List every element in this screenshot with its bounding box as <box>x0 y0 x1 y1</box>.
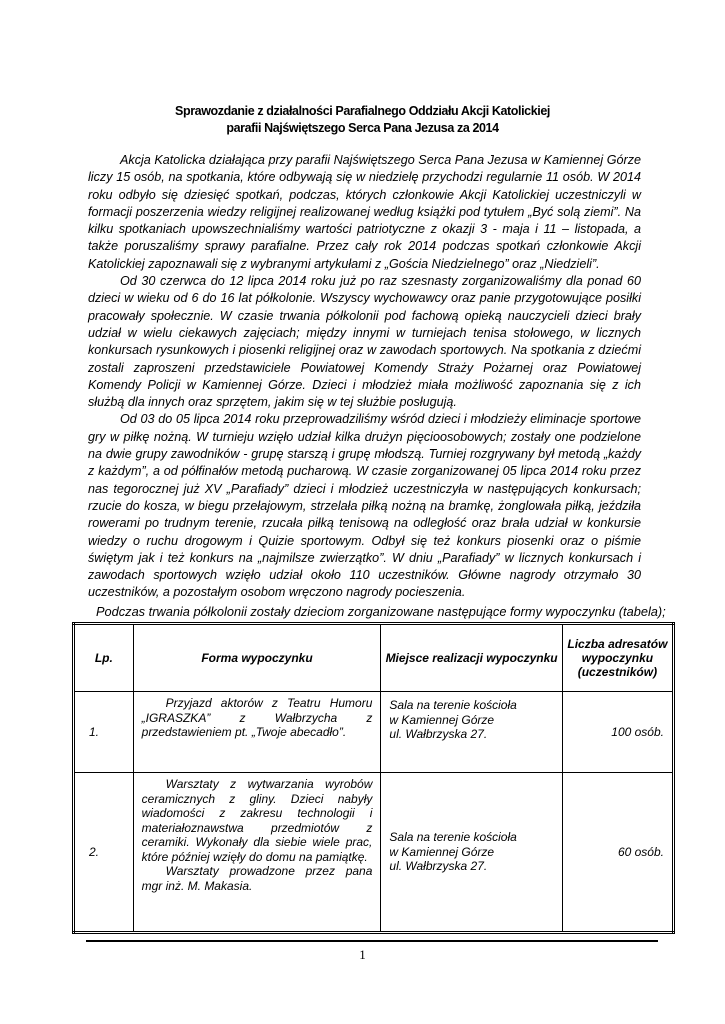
row-lp: 2. <box>74 773 134 933</box>
row-forma <box>133 773 381 933</box>
forma-text: Przyjazd aktorów z Teatru Humoru „IGRASZKA” z Wałbrzycha z przedstawieniem pt. „Twoje abecadło”. <box>141 696 373 739</box>
document-title-line-1: Sprawozdanie z działalności Parafialnego Oddziału Akcji Katolickiej <box>175 104 550 118</box>
footer-divider <box>86 940 658 942</box>
miejsce-line: Sala na terenie kościoła <box>389 698 517 712</box>
row-liczba: 60 osób. <box>562 773 673 933</box>
report-body <box>88 152 641 602</box>
row-liczba: 100 osób. <box>562 692 673 773</box>
row-lp: 1. <box>74 692 134 773</box>
table-row <box>74 692 674 773</box>
activities-table <box>72 622 675 934</box>
header-forma: Forma wypoczynku <box>133 624 381 692</box>
header-miejsce: Miejsce realizacji wypoczynku <box>381 624 562 692</box>
document-title-line-2: parafii Najświętszego Serca Pana Jezusa za 2014 <box>226 121 499 135</box>
paragraph-polkolonie: Od 30 czerwca do 12 lipca 2014 roku już po raz szesnasty zorganizowaliśmy dla ponad 60 dzieci w wieku od 6 do 16 lat półkolonie. Wszyscy wychowawcy oraz panie przygotowujące posiłki pracowały społecznie. W czasie trwania półkolonii pod fachową opieką nauczycieli dzieci brały udział w wielu ciekawych zajęciach; między innymi w turniejach tenisa stołowego, w licznych konkursach rysunkowych i piosenki religijnej oraz w zawodach sportowych. Na spotkania z dziećmi zostali zaproszeni przedstawiciele Powiatowej Komendy Straży Pożarnej oraz Powiatowej Komendy Policji w Kamiennej Górze. Dzieci i młodzież miała możliwość zapoznania się z ich służbą dla innych oraz sprzętem, jakim się w tej służbie posługują. <box>88 274 641 410</box>
table-header-row <box>74 624 674 692</box>
row-miejsce <box>381 692 562 773</box>
header-lp: Lp. <box>74 624 134 692</box>
header-liczba: Liczba adresatów wypoczynku (uczestników) <box>562 624 673 692</box>
table-row <box>74 773 674 933</box>
paragraph-parafiada: Od 03 do 05 lipca 2014 roku przeprowadziliśmy wśród dzieci i młodzieży eliminacje sportowe gry w piłkę nożną. W turnieju wzięło udział kilka drużyn pięcioosobowych; zostały one podzielone na dwie grupy zawodników - grupę starszą i grupę młodszą. Turniej rozgrywany był metodą „każdy z każdym”, a od półfinałów metodą pucharową. W czasie zorganizowanej 05 lipca 2014 roku przez nas tegorocznej już XV „Parafiady” dzieci i młodzież uczestniczyła w następujących konkursach; rzucie do kosza, w biegu przełajowym, strzelała piłką nożną na bramkę, żonglowała piłką, jeździła rowerami po trudnym terenie, rzucała piłką tenisową na odległość oraz brała udział w konkursie wiedzy o ruchu drogowym i Quizie sportowym. Odbył się też konkurs piosenki oraz o piśmie świętym jak i też konkurs na „najmilsze zwierzątko”. W dniu „Parafiady” w licznych konkursach i zawodach sportowych wzięło udział około 110 uczestników. Główne nagrody otrzymało 30 uczestników, a pozostałym osobom wręczono nagrody pocieszenia. <box>88 412 641 600</box>
miejsce-line: w Kamiennej Górze <box>389 844 495 859</box>
miejsce-line: ul. Wałbrzyska 27. <box>389 859 488 874</box>
miejsce-line: Sala na terenie kościoła <box>389 830 517 845</box>
miejsce-line: ul. Wałbrzyska 27. <box>389 727 488 741</box>
forma-text: Warsztaty prowadzone przez pana mgr inż. M. Makasia. <box>141 864 373 893</box>
miejsce-line: w Kamiennej Górze <box>389 712 495 727</box>
table-caption: Podczas trwania półkolonii zostały dzieciom zorganizowane następujące formy wypoczynku (tabela); <box>96 604 666 619</box>
forma-text: Warsztaty z wytwarzania wyrobów ceramicznych z gliny. Dzieci nabyły wiadomości z zakresu technologii i materiałoznawstwa przedmiotów z ceramiki. Wykonały dla siebie wiele prac, które później wzięły do domu na pamiątkę. <box>141 777 373 864</box>
row-miejsce <box>381 773 562 933</box>
page-number: 1 <box>359 947 366 962</box>
row-forma <box>133 692 381 773</box>
paragraph-akcja-katolicka: Akcja Katolicka działająca przy parafii Najświętszego Serca Pana Jezusa w Kamiennej Górze liczy 15 osób, na spotkania, które odbywają się w niedzielę przychodzi regularnie 11 osób. W 2014 roku odbyło się dziesięć spotkań, podczas, których członkowie Akcji Katolickiej uczestniczyli w formacji poszerzenia wiedzy religijnej realizowanej według książki pod tytułem „Być solą ziemi”. Na kilku spotkaniach upowszechnialiśmy wartości patriotyczne z okazji 3 - maja i 11 – listopada, a także poruszaliśmy sprawy parafialne. Przez cały rok 2014 podczas spotkań członkowie Akcji Katolickiej zapoznawali się z wybranymi artykułami z „Gościa Niedzielnego” oraz „Niedzieli”. <box>88 153 641 271</box>
